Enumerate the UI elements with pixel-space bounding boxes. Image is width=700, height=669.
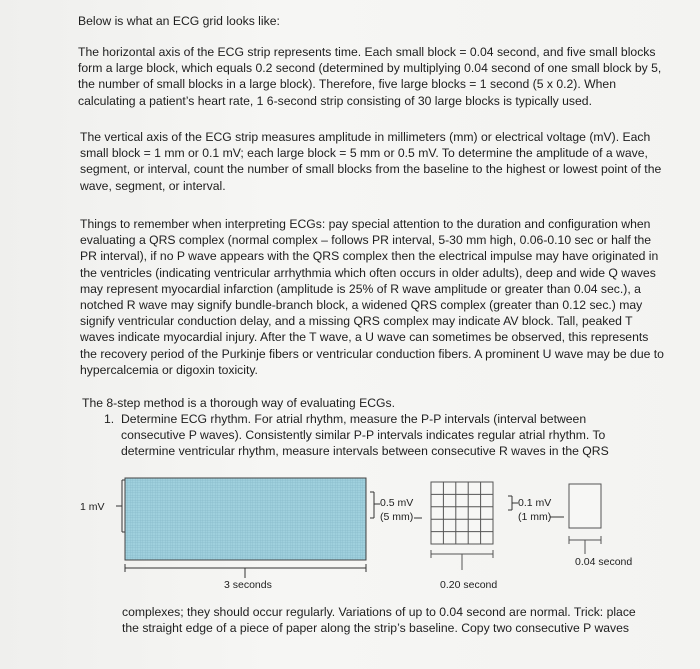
ecg-strip — [125, 478, 366, 560]
step-1 — [104, 411, 624, 460]
paragraph-vertical-axis: The vertical axis of the ECG strip measures amplitude in millimeters (mm) or electrical voltage (mV). Each small block = 1 mm or 0.1 mV; each large block = 5 mm or 0.5 mV. To determine the amplitude of a wave, segment, or interval, count the number of small blocks from the baseline to the highest or lowest point of the wave, segment, or interval. — [80, 130, 662, 193]
ecg-grid-diagram — [70, 470, 670, 600]
step-1-number: 1. — [104, 412, 115, 426]
large-block-grid — [431, 482, 493, 570]
ecg-grid-svg — [70, 470, 670, 600]
label-5-mm: (5 mm) — [380, 511, 414, 523]
three-seconds-bracket — [125, 564, 366, 578]
paragraph-continuation: complexes; they should occur regularly. Variations of up to 0.04 second are normal. Trick: place the straight edge of a piece of paper along the strip’s baseline. Copy two consecutive P waves — [122, 605, 636, 636]
small-block — [569, 484, 601, 554]
label-0-5-mv: 0.5 mV — [380, 497, 414, 509]
method-intro: The 8-step method is a thorough way of evaluating ECGs. — [82, 396, 395, 410]
paragraph-horizontal-axis: The horizontal axis of the ECG strip represents time. Each small block = 0.04 second, and five small blocks form a large block, which equals 0.2 second (determined by multiplying 0.04 second of one small block by 5, the number of small blocks in a large block). Therefore, five large blocks = 1 second (5 x 0.2). When calculating a patient’s heart rate, 1 6-second strip consisting of 30 large blocks is typically used. — [78, 45, 662, 108]
label-3-seconds: 3 seconds — [224, 579, 272, 591]
label-1-mm: (1 mm) — [518, 511, 552, 523]
heading: Below is what an ECG grid looks like: — [78, 14, 280, 28]
label-1-mv: 1 mV — [80, 501, 105, 513]
label-0-20-second: 0.20 second — [440, 579, 498, 591]
label-0-1-mv: 0.1 mV — [518, 497, 552, 509]
paragraph-interpretation-tips: Things to remember when interpreting ECGs: pay special attention to the duration and configuration when evaluating a QRS complex (normal complex – follows PR interval, 5-30 mm high, 0.06-0.10 sec or half the PR interval), if no P wave appears with the QRS complex then the electrical impulse may have originated in the ventricles (indicating ventricular arrhythmia which often occurs in older adults), deep and wide Q waves may represent myocardial infarction (amplitude is 25% of R wave amplitude or greater than 0.04 sec.), a notched R wave may signify bundle-branch block, a widened QRS complex (greater than 0.12 sec.) may signify ventricular conduction delay, and a missing QRS complex may indicate AV block. Tall, peaked T waves indicate myocardial injury. After the T wave, a U wave can sometimes be observed, this represents the recovery period of the Purkinje fibers or ventricular conduction fibers. A prominent U wave may be due to hypercalcemia or digoxin toxicity. — [80, 217, 664, 377]
label-0-04-second: 0.04 second — [575, 556, 633, 568]
step-1-text: Determine ECG rhythm. For atrial rhythm, measure the P-P intervals (interval between consecutive P waves). Consistently similar P-P intervals indicates regular atrial rhythm. To determine ventricular rhythm, measure intervals between consecutive R waves in the QRS — [121, 412, 609, 459]
